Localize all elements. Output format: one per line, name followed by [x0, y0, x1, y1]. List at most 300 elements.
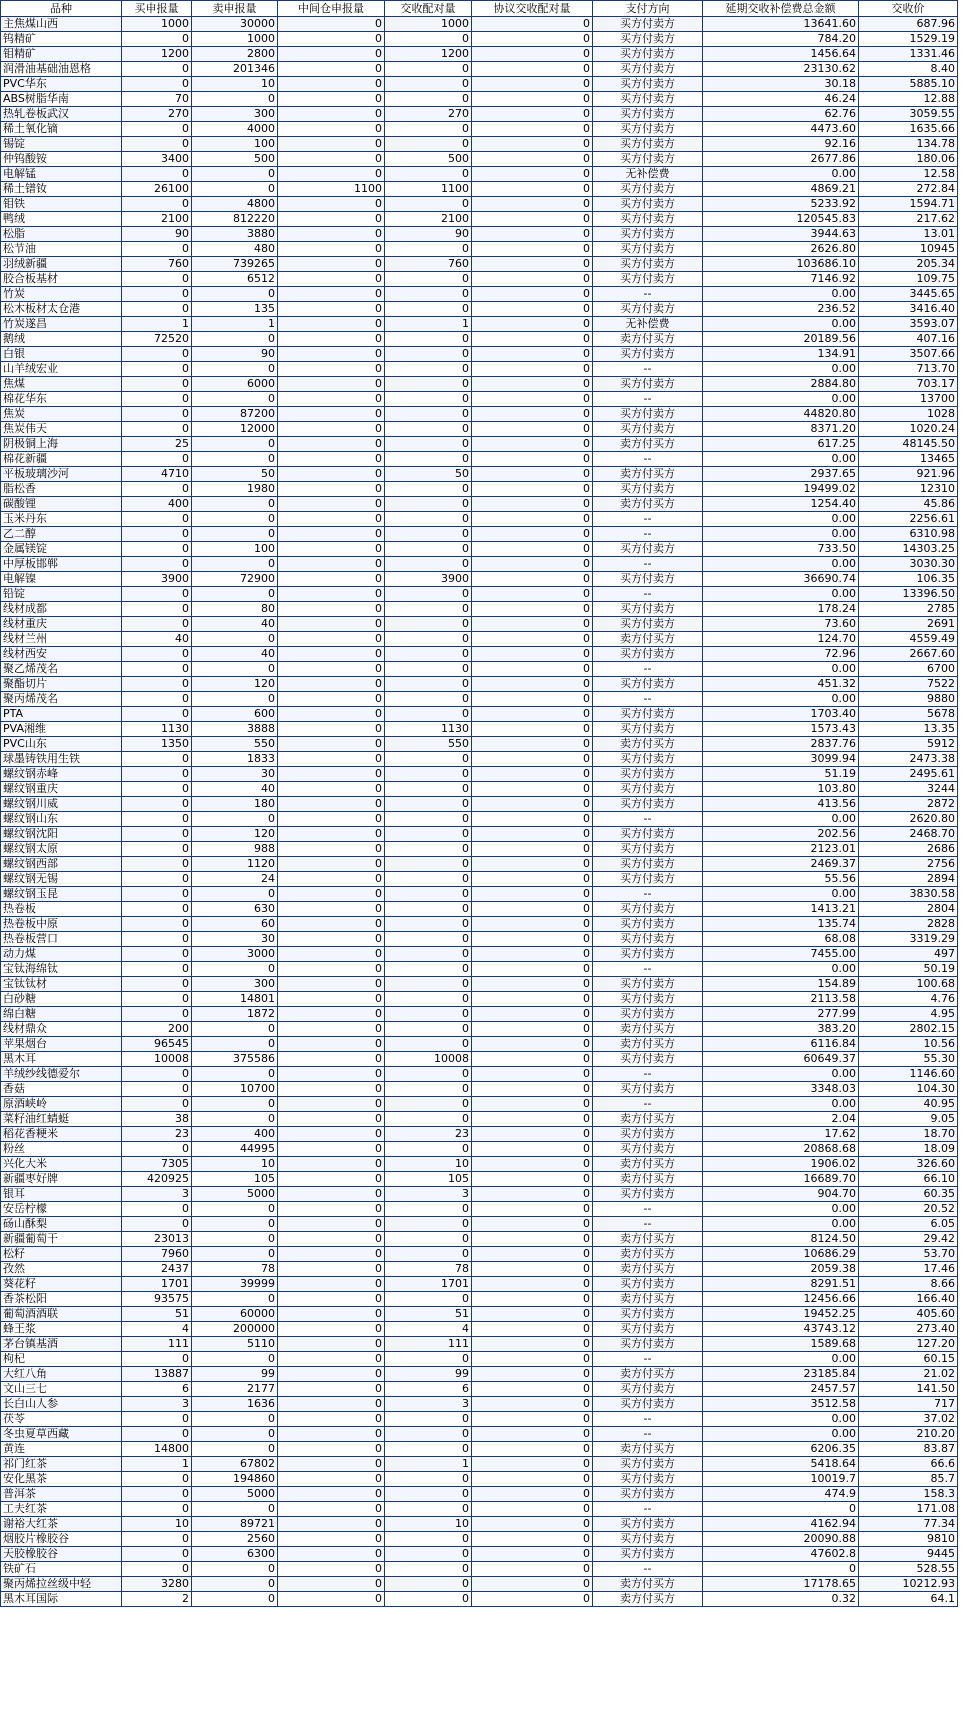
cell-sell-declared: 200000	[192, 1322, 278, 1337]
cell-compensation-total: 0.00	[703, 1202, 859, 1217]
cell-sell-declared: 78	[192, 1262, 278, 1277]
cell-delivery-price: 50.19	[859, 962, 958, 977]
cell-delivery-matched: 0	[385, 1082, 472, 1097]
cell-agreement-matched: 0	[472, 332, 593, 347]
cell-buy-declared: 0	[122, 587, 192, 602]
cell-delivery-matched: 0	[385, 452, 472, 467]
cell-delivery-matched: 0	[385, 1592, 472, 1607]
cell-sell-declared: 3888	[192, 722, 278, 737]
cell-product-name: 鸭绒	[1, 212, 122, 227]
cell-intermediate-declared: 0	[278, 302, 385, 317]
cell-delivery-matched: 0	[385, 1232, 472, 1247]
cell-compensation-total: 60649.37	[703, 1052, 859, 1067]
cell-buy-declared: 0	[122, 542, 192, 557]
table-row	[1, 602, 958, 617]
cell-payment-direction: 卖方付买方	[593, 467, 703, 482]
cell-compensation-total: 451.32	[703, 677, 859, 692]
cell-delivery-price: 66.6	[859, 1457, 958, 1472]
cell-agreement-matched: 0	[472, 1322, 593, 1337]
cell-product-name: 竹炭遂昌	[1, 317, 122, 332]
cell-intermediate-declared: 0	[278, 1457, 385, 1472]
cell-intermediate-declared: 0	[278, 482, 385, 497]
cell-sell-declared: 39999	[192, 1277, 278, 1292]
cell-delivery-matched: 760	[385, 257, 472, 272]
cell-compensation-total: 6116.84	[703, 1037, 859, 1052]
cell-intermediate-declared: 0	[278, 362, 385, 377]
cell-delivery-matched: 0	[385, 902, 472, 917]
cell-sell-declared: 0	[192, 167, 278, 182]
cell-delivery-matched: 0	[385, 542, 472, 557]
cell-product-name: 宝钛海绵钛	[1, 962, 122, 977]
cell-product-name: 螺纹钢西部	[1, 857, 122, 872]
cell-payment-direction: --	[593, 1202, 703, 1217]
cell-product-name: 文山三七	[1, 1382, 122, 1397]
cell-product-name: 稀土镨钕	[1, 182, 122, 197]
cell-compensation-total: 1906.02	[703, 1157, 859, 1172]
cell-agreement-matched: 0	[472, 122, 593, 137]
cell-sell-declared: 0	[192, 452, 278, 467]
cell-delivery-matched: 0	[385, 782, 472, 797]
cell-intermediate-declared: 0	[278, 1247, 385, 1262]
cell-agreement-matched: 0	[472, 227, 593, 242]
table-row	[1, 137, 958, 152]
cell-delivery-matched: 3	[385, 1187, 472, 1202]
cell-agreement-matched: 0	[472, 1277, 593, 1292]
cell-payment-direction: --	[593, 512, 703, 527]
cell-product-name: 枸杞	[1, 1352, 122, 1367]
cell-buy-declared: 3400	[122, 152, 192, 167]
cell-sell-declared: 6512	[192, 272, 278, 287]
cell-agreement-matched: 0	[472, 617, 593, 632]
cell-intermediate-declared: 0	[278, 1232, 385, 1247]
cell-delivery-matched: 0	[385, 197, 472, 212]
cell-delivery-matched: 0	[385, 242, 472, 257]
cell-intermediate-declared: 0	[278, 152, 385, 167]
cell-agreement-matched: 0	[472, 1142, 593, 1157]
cell-compensation-total: 0.00	[703, 527, 859, 542]
cell-agreement-matched: 0	[472, 1097, 593, 1112]
cell-intermediate-declared: 0	[278, 242, 385, 257]
cell-payment-direction: 买方付卖方	[593, 1487, 703, 1502]
cell-sell-declared: 550	[192, 737, 278, 752]
cell-compensation-total: 17.62	[703, 1127, 859, 1142]
cell-delivery-price: 210.20	[859, 1427, 958, 1442]
cell-sell-declared: 0	[192, 437, 278, 452]
cell-compensation-total: 0.00	[703, 962, 859, 977]
cell-product-name: PVC华东	[1, 77, 122, 92]
cell-product-name: ABS树脂华南	[1, 92, 122, 107]
cell-buy-declared: 38	[122, 1112, 192, 1127]
cell-agreement-matched: 0	[472, 647, 593, 662]
cell-delivery-matched: 105	[385, 1172, 472, 1187]
cell-agreement-matched: 0	[472, 1217, 593, 1232]
cell-agreement-matched: 0	[472, 842, 593, 857]
cell-compensation-total: 23130.62	[703, 62, 859, 77]
table-row	[1, 1172, 958, 1187]
table-row	[1, 662, 958, 677]
cell-delivery-matched: 0	[385, 857, 472, 872]
cell-agreement-matched: 0	[472, 887, 593, 902]
cell-product-name: 螺纹钢沈阳	[1, 827, 122, 842]
cell-sell-declared: 4000	[192, 122, 278, 137]
cell-delivery-price: 3059.55	[859, 107, 958, 122]
cell-delivery-price: 12.88	[859, 92, 958, 107]
cell-compensation-total: 20090.88	[703, 1532, 859, 1547]
cell-delivery-price: 921.96	[859, 467, 958, 482]
cell-intermediate-declared: 0	[278, 1412, 385, 1427]
cell-delivery-price: 158.3	[859, 1487, 958, 1502]
table-row	[1, 587, 958, 602]
cell-product-name: 热卷板营口	[1, 932, 122, 947]
cell-intermediate-declared: 0	[278, 1442, 385, 1457]
cell-product-name: 香茶松阳	[1, 1292, 122, 1307]
cell-delivery-price: 6700	[859, 662, 958, 677]
cell-sell-declared: 12000	[192, 422, 278, 437]
table-row	[1, 707, 958, 722]
cell-sell-declared: 1833	[192, 752, 278, 767]
header-delivery-price: 交收价	[859, 1, 958, 17]
cell-sell-declared: 120	[192, 827, 278, 842]
cell-delivery-price: 2691	[859, 617, 958, 632]
cell-intermediate-declared: 0	[278, 62, 385, 77]
cell-delivery-price: 127.20	[859, 1337, 958, 1352]
cell-sell-declared: 300	[192, 107, 278, 122]
header-intermediate-declared: 中间仓申报量	[278, 1, 385, 17]
table-row	[1, 212, 958, 227]
cell-sell-declared: 72900	[192, 572, 278, 587]
cell-agreement-matched: 0	[472, 542, 593, 557]
cell-delivery-price: 77.34	[859, 1517, 958, 1532]
cell-delivery-price: 17.46	[859, 1262, 958, 1277]
cell-delivery-price: 20.52	[859, 1202, 958, 1217]
cell-product-name: 螺纹钢山东	[1, 812, 122, 827]
cell-compensation-total: 733.50	[703, 542, 859, 557]
header-payment-direction: 支付方向	[593, 1, 703, 17]
cell-agreement-matched: 0	[472, 902, 593, 917]
cell-product-name: 主焦煤山西	[1, 17, 122, 32]
cell-sell-declared: 100	[192, 137, 278, 152]
cell-payment-direction: --	[593, 692, 703, 707]
cell-agreement-matched: 0	[472, 1487, 593, 1502]
cell-buy-declared: 0	[122, 782, 192, 797]
cell-agreement-matched: 0	[472, 107, 593, 122]
cell-buy-declared: 0	[122, 347, 192, 362]
cell-compensation-total: 2.04	[703, 1112, 859, 1127]
cell-payment-direction: 卖方付买方	[593, 332, 703, 347]
cell-agreement-matched: 0	[472, 1472, 593, 1487]
header-compensation-total: 延期交收补偿费总金额	[703, 1, 859, 17]
cell-product-name: 原酒峡岭	[1, 1097, 122, 1112]
table-row	[1, 1187, 958, 1202]
cell-intermediate-declared: 0	[278, 1157, 385, 1172]
cell-buy-declared: 200	[122, 1022, 192, 1037]
cell-product-name: 绵白糖	[1, 1007, 122, 1022]
cell-intermediate-declared: 0	[278, 1532, 385, 1547]
cell-payment-direction: 买方付卖方	[593, 572, 703, 587]
cell-delivery-matched: 1200	[385, 47, 472, 62]
cell-delivery-matched: 4	[385, 1322, 472, 1337]
cell-agreement-matched: 0	[472, 1262, 593, 1277]
cell-payment-direction: --	[593, 1097, 703, 1112]
cell-delivery-price: 205.34	[859, 257, 958, 272]
cell-product-name: 松脂	[1, 227, 122, 242]
cell-product-name: 葵花籽	[1, 1277, 122, 1292]
cell-buy-declared: 0	[122, 887, 192, 902]
cell-buy-declared: 0	[122, 602, 192, 617]
cell-agreement-matched: 0	[472, 467, 593, 482]
cell-sell-declared: 600	[192, 707, 278, 722]
cell-agreement-matched: 0	[472, 152, 593, 167]
cell-intermediate-declared: 0	[278, 1082, 385, 1097]
cell-product-name: 砀山酥梨	[1, 1217, 122, 1232]
cell-buy-declared: 0	[122, 977, 192, 992]
table-row	[1, 1532, 958, 1547]
table-row	[1, 1562, 958, 1577]
cell-intermediate-declared: 0	[278, 1202, 385, 1217]
table-row	[1, 452, 958, 467]
cell-sell-declared: 60	[192, 917, 278, 932]
cell-intermediate-declared: 0	[278, 137, 385, 152]
cell-buy-declared: 93575	[122, 1292, 192, 1307]
cell-intermediate-declared: 0	[278, 377, 385, 392]
table-row	[1, 257, 958, 272]
cell-delivery-matched: 0	[385, 1442, 472, 1457]
table-row	[1, 1592, 958, 1607]
cell-agreement-matched: 0	[472, 287, 593, 302]
cell-agreement-matched: 0	[472, 827, 593, 842]
cell-intermediate-declared: 0	[278, 317, 385, 332]
cell-sell-declared: 0	[192, 1442, 278, 1457]
cell-compensation-total: 43743.12	[703, 1322, 859, 1337]
cell-delivery-matched: 0	[385, 92, 472, 107]
table-row	[1, 1547, 958, 1562]
cell-payment-direction: 买方付卖方	[593, 857, 703, 872]
cell-delivery-price: 12.58	[859, 167, 958, 182]
cell-payment-direction: 买方付卖方	[593, 1082, 703, 1097]
cell-delivery-price: 13.01	[859, 227, 958, 242]
table-row	[1, 1232, 958, 1247]
cell-delivery-price: 37.02	[859, 1412, 958, 1427]
cell-agreement-matched: 0	[472, 1367, 593, 1382]
cell-sell-declared: 0	[192, 362, 278, 377]
cell-delivery-price: 53.70	[859, 1247, 958, 1262]
cell-sell-declared: 0	[192, 1022, 278, 1037]
cell-sell-declared: 630	[192, 902, 278, 917]
cell-buy-declared: 6	[122, 1382, 192, 1397]
cell-agreement-matched: 0	[472, 1592, 593, 1607]
cell-delivery-price: 9445	[859, 1547, 958, 1562]
cell-product-name: 焦煤	[1, 377, 122, 392]
cell-payment-direction: 卖方付买方	[593, 1577, 703, 1592]
cell-intermediate-declared: 0	[278, 1367, 385, 1382]
cell-product-name: 白砂糖	[1, 992, 122, 1007]
cell-compensation-total: 0.00	[703, 662, 859, 677]
cell-delivery-price: 4.76	[859, 992, 958, 1007]
cell-delivery-matched: 0	[385, 677, 472, 692]
cell-delivery-matched: 10	[385, 1157, 472, 1172]
cell-product-name: 松节油	[1, 242, 122, 257]
cell-compensation-total: 0.00	[703, 167, 859, 182]
cell-compensation-total: 8124.50	[703, 1232, 859, 1247]
cell-product-name: 铁矿石	[1, 1562, 122, 1577]
cell-intermediate-declared: 0	[278, 47, 385, 62]
cell-payment-direction: 买方付卖方	[593, 197, 703, 212]
cell-buy-declared: 40	[122, 632, 192, 647]
cell-delivery-price: 109.75	[859, 272, 958, 287]
cell-agreement-matched: 0	[472, 302, 593, 317]
cell-delivery-price: 2473.38	[859, 752, 958, 767]
cell-delivery-price: 3030.30	[859, 557, 958, 572]
cell-intermediate-declared: 0	[278, 812, 385, 827]
cell-product-name: 电解镍	[1, 572, 122, 587]
cell-compensation-total: 0.00	[703, 1067, 859, 1082]
cell-delivery-matched: 0	[385, 1472, 472, 1487]
cell-delivery-matched: 1100	[385, 182, 472, 197]
cell-intermediate-declared: 0	[278, 17, 385, 32]
cell-delivery-matched: 0	[385, 617, 472, 632]
cell-payment-direction: 买方付卖方	[593, 122, 703, 137]
cell-payment-direction: --	[593, 1427, 703, 1442]
cell-sell-declared: 30	[192, 767, 278, 782]
cell-intermediate-declared: 0	[278, 1562, 385, 1577]
cell-delivery-matched: 0	[385, 77, 472, 92]
cell-payment-direction: 买方付卖方	[593, 107, 703, 122]
cell-product-name: 阴极铜上海	[1, 437, 122, 452]
cell-sell-declared: 10700	[192, 1082, 278, 1097]
cell-sell-declared: 0	[192, 182, 278, 197]
cell-delivery-matched: 0	[385, 872, 472, 887]
cell-agreement-matched: 0	[472, 917, 593, 932]
cell-delivery-price: 40.95	[859, 1097, 958, 1112]
cell-buy-declared: 0	[122, 1487, 192, 1502]
cell-sell-declared: 0	[192, 1037, 278, 1052]
cell-delivery-price: 18.09	[859, 1142, 958, 1157]
cell-delivery-matched: 0	[385, 932, 472, 947]
cell-intermediate-declared: 0	[278, 617, 385, 632]
cell-delivery-matched: 0	[385, 1097, 472, 1112]
cell-sell-declared: 739265	[192, 257, 278, 272]
table-row	[1, 977, 958, 992]
cell-buy-declared: 420925	[122, 1172, 192, 1187]
cell-sell-declared: 300	[192, 977, 278, 992]
cell-delivery-matched: 0	[385, 992, 472, 1007]
cell-compensation-total: 0.00	[703, 557, 859, 572]
cell-compensation-total: 0.00	[703, 1352, 859, 1367]
table-row	[1, 1427, 958, 1442]
cell-buy-declared: 7960	[122, 1247, 192, 1262]
cell-compensation-total: 1589.68	[703, 1337, 859, 1352]
cell-product-name: 菜籽油红蜻蜓	[1, 1112, 122, 1127]
cell-delivery-price: 2667.60	[859, 647, 958, 662]
cell-compensation-total: 20868.68	[703, 1142, 859, 1157]
cell-delivery-price: 5912	[859, 737, 958, 752]
cell-delivery-matched: 0	[385, 407, 472, 422]
cell-buy-declared: 0	[122, 1352, 192, 1367]
cell-buy-declared: 0	[122, 167, 192, 182]
cell-delivery-matched: 111	[385, 1337, 472, 1352]
cell-sell-declared: 180	[192, 797, 278, 812]
cell-delivery-matched: 6	[385, 1382, 472, 1397]
cell-sell-declared: 0	[192, 1427, 278, 1442]
cell-agreement-matched: 0	[472, 977, 593, 992]
cell-intermediate-declared: 0	[278, 542, 385, 557]
cell-payment-direction: 卖方付买方	[593, 1232, 703, 1247]
cell-delivery-matched: 0	[385, 1202, 472, 1217]
cell-intermediate-declared: 0	[278, 1037, 385, 1052]
cell-agreement-matched: 0	[472, 587, 593, 602]
cell-payment-direction: --	[593, 557, 703, 572]
cell-delivery-price: 3244	[859, 782, 958, 797]
cell-payment-direction: --	[593, 362, 703, 377]
cell-buy-declared: 0	[122, 917, 192, 932]
cell-compensation-total: 1254.40	[703, 497, 859, 512]
cell-agreement-matched: 0	[472, 512, 593, 527]
cell-intermediate-declared: 0	[278, 1547, 385, 1562]
cell-delivery-matched: 0	[385, 1007, 472, 1022]
cell-payment-direction: 卖方付买方	[593, 737, 703, 752]
cell-delivery-price: 141.50	[859, 1382, 958, 1397]
cell-payment-direction: 卖方付买方	[593, 632, 703, 647]
cell-compensation-total: 8371.20	[703, 422, 859, 437]
cell-buy-declared: 0	[122, 767, 192, 782]
table-row	[1, 1292, 958, 1307]
cell-compensation-total: 383.20	[703, 1022, 859, 1037]
cell-product-name: 螺纹钢玉昆	[1, 887, 122, 902]
cell-compensation-total: 7146.92	[703, 272, 859, 287]
cell-payment-direction: --	[593, 1352, 703, 1367]
cell-payment-direction: 买方付卖方	[593, 722, 703, 737]
header-sell-declared: 卖申报量	[192, 1, 278, 17]
cell-compensation-total: 23185.84	[703, 1367, 859, 1382]
cell-agreement-matched: 0	[472, 92, 593, 107]
cell-sell-declared: 6000	[192, 377, 278, 392]
cell-delivery-matched: 10008	[385, 1052, 472, 1067]
cell-intermediate-declared: 0	[278, 122, 385, 137]
cell-buy-declared: 3	[122, 1397, 192, 1412]
cell-sell-declared: 0	[192, 92, 278, 107]
cell-intermediate-declared: 0	[278, 1472, 385, 1487]
cell-sell-declared: 375586	[192, 1052, 278, 1067]
cell-delivery-price: 13396.50	[859, 587, 958, 602]
cell-compensation-total: 0.00	[703, 1427, 859, 1442]
cell-agreement-matched: 0	[472, 1547, 593, 1562]
cell-delivery-price: 14303.25	[859, 542, 958, 557]
cell-product-name: 长白山人参	[1, 1397, 122, 1412]
cell-agreement-matched: 0	[472, 692, 593, 707]
table-row	[1, 872, 958, 887]
cell-buy-declared: 7305	[122, 1157, 192, 1172]
cell-compensation-total: 202.56	[703, 827, 859, 842]
cell-payment-direction: 买方付卖方	[593, 302, 703, 317]
cell-buy-declared: 14800	[122, 1442, 192, 1457]
cell-payment-direction: 买方付卖方	[593, 242, 703, 257]
cell-agreement-matched: 0	[472, 722, 593, 737]
cell-delivery-price: 1028	[859, 407, 958, 422]
cell-buy-declared: 0	[122, 662, 192, 677]
cell-compensation-total: 2837.76	[703, 737, 859, 752]
cell-intermediate-declared: 0	[278, 902, 385, 917]
cell-delivery-price: 106.35	[859, 572, 958, 587]
cell-product-name: 松木板材太仓港	[1, 302, 122, 317]
cell-payment-direction: 买方付卖方	[593, 1337, 703, 1352]
cell-intermediate-declared: 0	[278, 332, 385, 347]
cell-delivery-matched: 0	[385, 302, 472, 317]
cell-agreement-matched: 0	[472, 677, 593, 692]
cell-sell-declared: 0	[192, 1097, 278, 1112]
cell-compensation-total: 3348.03	[703, 1082, 859, 1097]
cell-delivery-price: 10945	[859, 242, 958, 257]
table-row	[1, 1412, 958, 1427]
